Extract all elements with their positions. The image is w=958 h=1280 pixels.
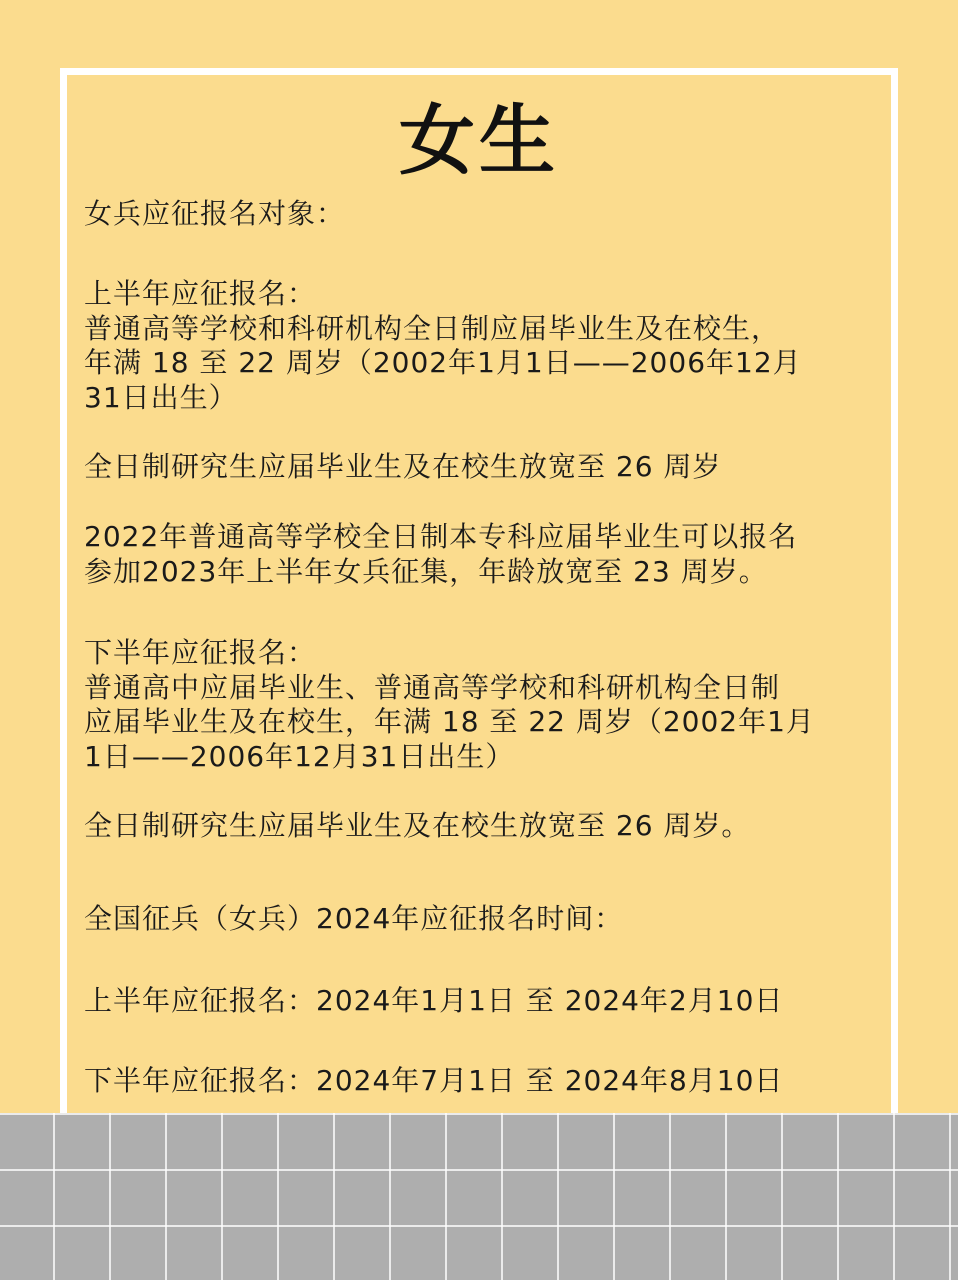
second-half-body-line: 应届毕业生及在校生，年满 18 至 22 周岁（2002年1月 — [84, 705, 815, 738]
second-half-body-line: 普通高中应届毕业生、普通高等学校和科研机构全日制 — [84, 671, 781, 704]
grid-pattern-footer — [0, 1113, 958, 1280]
first-half-body-line: 年满 18 至 22 周岁（2002年1月1日——2006年12月 — [84, 346, 802, 379]
second-half-grad-note: 全日制研究生应届毕业生及在校生放宽至 26 周岁。 — [84, 809, 751, 842]
first-half-grad-note: 全日制研究生应届毕业生及在校生放宽至 26 周岁 — [84, 450, 722, 483]
first-half-heading: 上半年应征报名： — [84, 277, 317, 310]
schedule-first-half: 上半年应征报名：2024年1月1日 至 2024年2月10日 — [84, 984, 784, 1017]
page-title: 女生 — [399, 96, 559, 185]
schedule-heading: 全国征兵（女兵）2024年应征报名时间： — [84, 902, 624, 935]
second-half-heading: 下半年应征报名： — [84, 636, 317, 669]
special-note-line: 2022年普通高等学校全日制本专科应届毕业生可以报名 — [84, 520, 798, 553]
first-half-body-line: 31日出生） — [84, 381, 238, 414]
schedule-second-half: 下半年应征报名：2024年7月1日 至 2024年8月10日 — [84, 1064, 784, 1097]
special-note-line: 参加2023年上半年女兵征集，年龄放宽至 23 周岁。 — [84, 555, 768, 588]
second-half-body-line: 1日——2006年12月31日出生） — [84, 740, 515, 773]
section-heading-recruit-target: 女兵应征报名对象： — [84, 197, 346, 230]
first-half-body-line: 普通高等学校和科研机构全日制应届毕业生及在校生， — [84, 312, 781, 345]
